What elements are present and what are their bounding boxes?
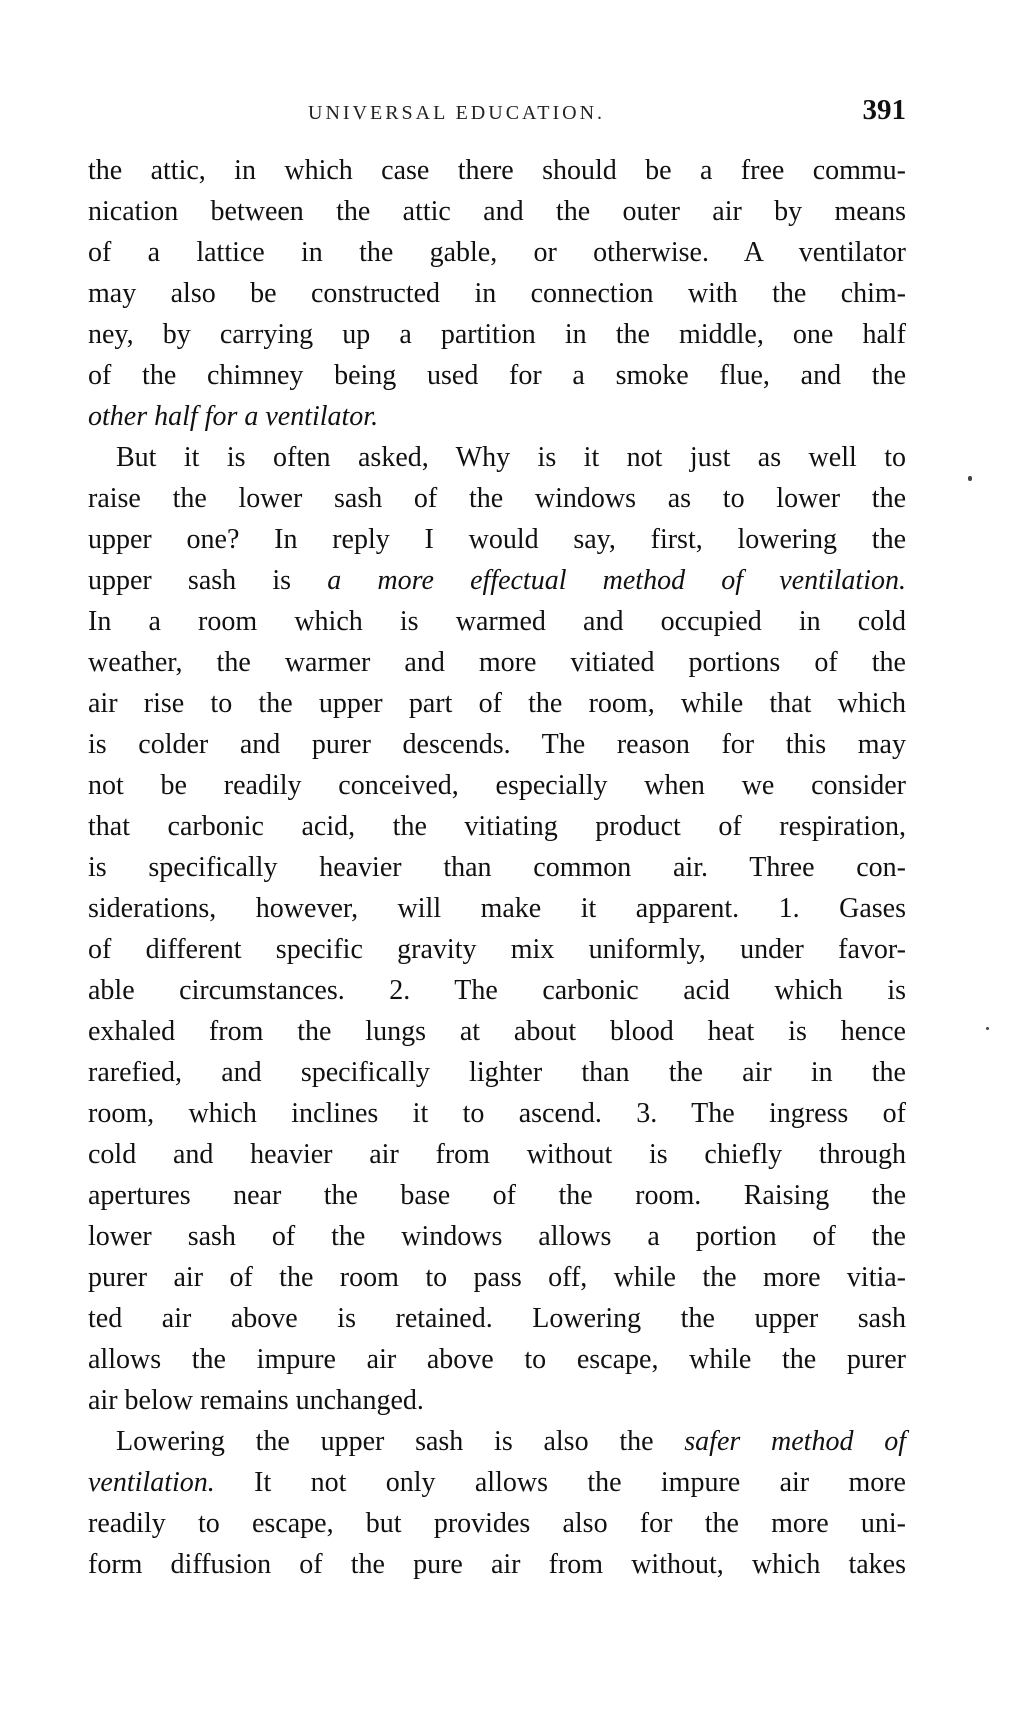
text-line: of the chimney being used for a smoke flue, and the [88,360,906,391]
text-line: able circumstances. 2. The carbonic acid which is [88,975,906,1006]
text-line: raise the lower sash of the windows as to lower the [88,483,906,514]
text-line: is specifically heavier than common air. Three con- [88,852,906,883]
text-line: of a lattice in the gable, or otherwise. A ventilator [88,237,906,268]
text-line: allows the impure air above to escape, while the purer [88,1344,906,1375]
text-line [88,560,906,601]
text-line: In a room which is warmed and occupied in cold [88,606,906,637]
text-line: upper one? In reply I would say, first, lowering the [88,524,906,555]
line-segment: upper sash is a more effectual method of ventilation. [88,565,906,596]
text-line: of different specific gravity mix uniformly, under favor- [88,934,906,965]
text-line: exhaled from the lungs at about blood heat is hence [88,1016,906,1047]
text-line [88,396,906,437]
text-line: that carbonic acid, the vitiating product of respiration, [88,811,906,842]
italic-phrase: other half for a ventilator. [88,401,379,432]
running-title: UNIVERSAL EDUCATION. [308,102,606,124]
text-line: weather, the warmer and more vitiated portions of the [88,647,906,678]
text-line: nication between the attic and the outer air by means [88,196,906,227]
text-line: rarefied, and specifically lighter than the air in the [88,1057,906,1088]
text-line: ted air above is retained. Lowering the upper sash [88,1303,906,1334]
text-line: the attic, in which case there should be a free commu- [88,155,906,186]
paragraph [88,150,906,437]
page-number: 391 [862,94,906,126]
text-line: not be readily conceived, especially when we consider [88,770,906,801]
italic-phrase: a more effectual method of ventilation. [327,565,906,596]
text-line: cold and heavier air from without is chiefly through [88,1139,906,1170]
text-line: may also be constructed in connection with the chim- [88,278,906,309]
text-line [88,1462,906,1503]
text-line: air rise to the upper part of the room, while that which [88,688,906,719]
text-line: ney, by carrying up a partition in the middle, one half [88,319,906,350]
margin-speck [968,476,972,481]
paragraph [88,1421,906,1585]
text-line: siderations, however, will make it apparent. 1. Gases [88,893,906,924]
text-line: lower sash of the windows allows a portion of the [88,1221,906,1252]
italic-phrase: ventilation. [88,1467,215,1498]
text-line: air below remains unchanged. [88,1385,424,1416]
body-text [88,150,906,1585]
text-line [88,1421,906,1462]
line-segment: ventilation. It not only allows the impure air more [88,1467,906,1498]
margin-speck [986,1027,989,1030]
text-line: is colder and purer descends. The reason for this may [88,729,906,760]
text-line: form diffusion of the pure air from without, which takes [88,1549,906,1580]
text-line: But it is often asked, Why is it not just as well to [116,442,906,473]
text-line: purer air of the room to pass off, while the more vitia- [88,1262,906,1293]
paragraph [88,437,906,1421]
text-line: apertures near the base of the room. Raising the [88,1180,906,1211]
page-header [88,94,912,138]
line-segment: Lowering the upper sash is also the safer method of [116,1426,906,1457]
text-line: room, which inclines it to ascend. 3. The ingress of [88,1098,906,1129]
text-line: readily to escape, but provides also for the more uni- [88,1508,906,1539]
italic-phrase: safer method of [684,1426,906,1457]
